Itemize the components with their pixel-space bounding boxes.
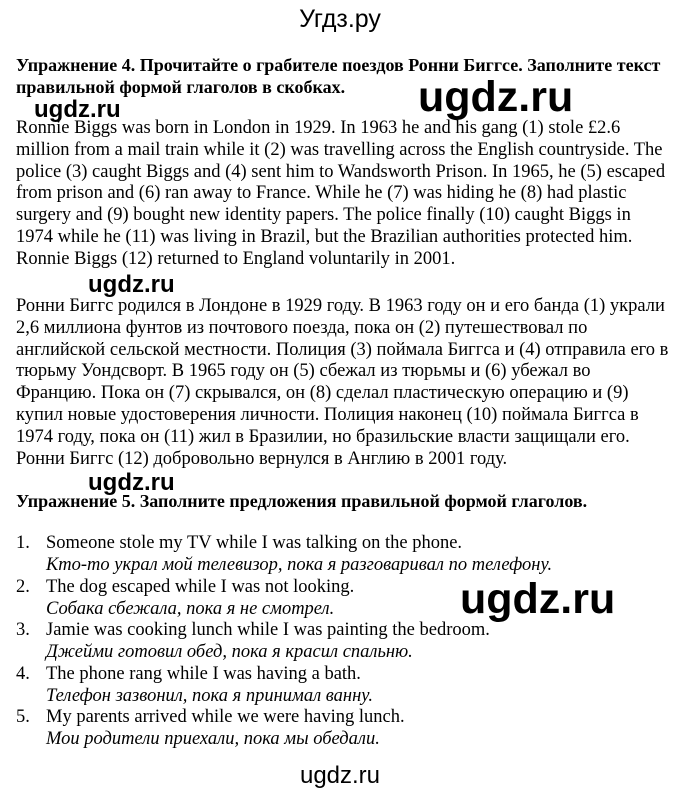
list-item [16, 664, 671, 708]
list-item [16, 533, 671, 577]
item-russian: Джейми готовил обед, пока я красил спальню. [46, 642, 413, 662]
exercise4-heading: Упражнение 4. Прочитайте о грабителе поездов Ронни Биггсе. Заполните текст правильной формой глаголов в скобках. [16, 55, 661, 97]
footer-site-name: ugdz.ru [299, 762, 381, 789]
exercise4-english-text: Ronnie Biggs was born in London in 1929. In 1963 he and his gang (1) stole £2.6 million from a mail train while it (2) was travelling across the English countryside. The police (3) caught Biggs and (4) sent him to Wandsworth Prison. In 1965, he (5) escaped from prison and (6) ran away to France. While he (7) was hiding he (8) had plastic surgery and (9) bought new identity papers. The police finally (10) caught Biggs in 1974 while he (11) was living in Brazil, but the Brazilian authorities protected him. Ronnie Biggs (12) returned to England voluntarily in 2001. [16, 118, 666, 269]
watermark: ugdz.ru [88, 271, 175, 298]
watermark: ugdz.ru [460, 575, 616, 623]
watermark: ugdz.ru [34, 96, 121, 123]
exercise5-heading: Упражнение 5. Заполните предложения правильной формой глаголов. [16, 491, 588, 511]
list-item [16, 707, 671, 751]
item-russian: Собака сбежала, пока я не смотрел. [46, 598, 335, 619]
watermark: ugdz.ru [88, 469, 175, 496]
item-russian: Мои родители приехали, пока мы обедали. [46, 729, 380, 749]
site-title: Угдз.ру [299, 5, 381, 33]
item-english: Someone stole my TV while I was talking on the phone. [46, 533, 463, 553]
item-number: 3. [16, 620, 30, 640]
item-russian: Телефон зазвонил, пока я принимал ванну. [46, 685, 373, 706]
watermark: ugdz.ru [418, 73, 574, 121]
item-english: The phone rang while I was having a bath. [46, 663, 361, 684]
exercise5-list [16, 533, 671, 751]
item-number: 1. [16, 533, 30, 553]
exercise4-russian-text: Ронни Биггс родился в Лондоне в 1929 году. В 1963 году он и его банда (1) украли 2,6 миллиона фунтов из почтового поезда, пока он (2) путешествовал по английской сельской местности. Полиция (3) поймала Биггса и (4) отправила его в тюрьму Уондсворт. В 1965 году он (5) сбежал из тюрьмы и (6) убежал во Францию. Пока он (7) скрывался, он (8) сделал пластическую операцию и (9) купил новые удостоверения личности. Полиция наконец (10) поймала Биггса в 1974 году, пока он (11) жил в Бразилии, но бразильские власти защищали его. Ронни Биггс (12) добровольно вернулся в Англию в 2001 году. [16, 296, 669, 469]
item-number: 4. [16, 663, 30, 684]
item-russian: Кто-то украл мой телевизор, пока я разговаривал по телефону. [46, 555, 553, 575]
list-item [16, 620, 671, 664]
item-english: Jamie was cooking lunch while I was painting the bedroom. [46, 620, 490, 640]
item-number: 5. [16, 707, 30, 727]
item-english: My parents arrived while we were having lunch. [46, 707, 405, 727]
item-number: 2. [16, 576, 30, 597]
item-english: The dog escaped while I was not looking. [46, 576, 355, 597]
